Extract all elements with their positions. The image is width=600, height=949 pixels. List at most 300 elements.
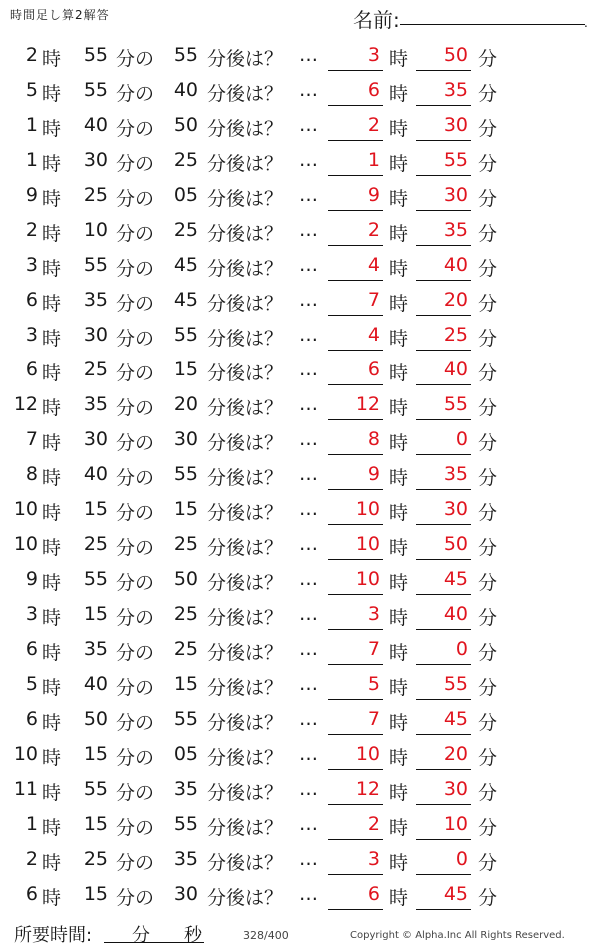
answer-hour: 12 <box>355 777 380 800</box>
start-hour: 3 <box>25 603 38 625</box>
min-of-label: 分の <box>116 48 155 70</box>
answer-hour-line[interactable] <box>328 280 383 281</box>
answer-hour-label: 時 <box>389 607 409 629</box>
answer-minute-label: 分 <box>478 432 498 455</box>
problem-row <box>0 318 600 353</box>
min-of-label: 分の <box>116 851 155 874</box>
start-hour: 2 <box>25 44 38 66</box>
answer-minute-line[interactable] <box>416 839 471 840</box>
hour-label: 時 <box>42 397 62 420</box>
min-after-label: 分後は？ <box>207 816 284 839</box>
answer-hour: 1 <box>367 148 380 171</box>
answer-hour-line[interactable] <box>328 350 383 351</box>
answer-hour: 5 <box>367 672 380 695</box>
start-hour: 10 <box>13 533 38 556</box>
start-hour: 9 <box>25 183 38 206</box>
answer-minute-label: 分 <box>478 816 498 839</box>
added-minutes: 40 <box>173 78 198 101</box>
added-minutes: 45 <box>173 253 198 276</box>
seconds-label: 秒 <box>184 925 202 946</box>
min-of-label: 分の <box>116 327 155 350</box>
answer-hour-label: 時 <box>389 48 409 70</box>
answer-hour-label: 時 <box>389 502 409 525</box>
added-minutes: 50 <box>173 113 198 136</box>
start-minute: 30 <box>83 148 108 171</box>
answer-hour-line[interactable] <box>328 315 383 316</box>
answer-hour-line[interactable] <box>328 245 383 246</box>
start-minute: 25 <box>83 358 108 381</box>
hour-label: 時 <box>42 746 62 769</box>
answer-hour-label: 時 <box>389 432 409 455</box>
answer-hour: 4 <box>367 323 380 346</box>
min-after-label: 分後は？ <box>207 117 284 140</box>
answer-hour-label: 時 <box>389 572 409 595</box>
problem-row <box>0 213 600 248</box>
answer-hour-label: 時 <box>389 851 409 874</box>
answer-hour-label: 時 <box>389 467 409 490</box>
added-minutes: 15 <box>173 358 198 381</box>
answer-minute-line[interactable] <box>416 874 471 875</box>
answer-minute: 30 <box>443 777 468 800</box>
ellipsis: … <box>299 603 318 625</box>
start-hour: 9 <box>25 568 38 591</box>
answer-minute-line[interactable] <box>416 245 471 246</box>
added-minutes: 30 <box>173 882 198 905</box>
hour-label: 時 <box>42 607 62 629</box>
answer-minute: 0 <box>455 428 468 451</box>
answer-hour: 9 <box>367 463 380 486</box>
answer-hour-line[interactable] <box>328 804 383 805</box>
added-minutes: 35 <box>173 777 198 800</box>
answer-minute-line[interactable] <box>416 524 471 525</box>
answer-minute-label: 分 <box>478 467 498 490</box>
answer-minute-line[interactable] <box>416 175 471 176</box>
answer-hour-line[interactable] <box>328 454 383 455</box>
ellipsis: … <box>299 148 318 171</box>
answer-minute-line[interactable] <box>416 489 471 490</box>
start-minute: 55 <box>83 253 108 276</box>
start-minute: 40 <box>83 463 108 486</box>
min-after-label: 分後は？ <box>207 572 284 595</box>
start-hour: 12 <box>13 393 38 416</box>
min-after-label: 分後は？ <box>207 746 284 769</box>
problem-row <box>0 283 600 318</box>
start-hour: 10 <box>13 742 38 765</box>
start-minute: 10 <box>83 218 108 241</box>
ellipsis: … <box>299 882 318 905</box>
min-after-label: 分後は？ <box>207 187 284 210</box>
answer-minute-label: 分 <box>478 117 498 140</box>
answer-hour: 10 <box>355 498 380 521</box>
answer-hour: 3 <box>367 603 380 625</box>
min-after-label: 分後は？ <box>207 82 284 105</box>
ellipsis: … <box>299 847 318 870</box>
answer-minute-label: 分 <box>478 187 498 210</box>
min-after-label: 分後は？ <box>207 641 284 664</box>
answer-minute-label: 分 <box>478 781 498 804</box>
answer-hour: 12 <box>355 393 380 416</box>
answer-minute-label: 分 <box>478 152 498 175</box>
ellipsis: … <box>299 812 318 835</box>
time-required-label: 所要時間: <box>14 925 93 946</box>
answer-minute: 30 <box>443 113 468 136</box>
answer-minute: 20 <box>443 742 468 765</box>
start-minute: 15 <box>83 742 108 765</box>
answer-minute-line[interactable] <box>416 594 471 595</box>
answer-hour-label: 時 <box>389 676 409 699</box>
answer-hour-label: 時 <box>389 886 409 909</box>
ellipsis: … <box>299 358 318 381</box>
ellipsis: … <box>299 777 318 800</box>
start-hour: 3 <box>25 253 38 276</box>
answer-minute: 55 <box>443 148 468 171</box>
answer-hour-label: 時 <box>389 641 409 664</box>
answer-minute: 0 <box>455 847 468 870</box>
answer-minute-label: 分 <box>478 851 498 874</box>
problem-row <box>0 632 600 667</box>
hour-label: 時 <box>42 257 62 280</box>
answer-hour-line[interactable] <box>328 594 383 595</box>
answer-minute-line[interactable] <box>416 699 471 700</box>
answer-hour-label: 時 <box>389 362 409 385</box>
ellipsis: … <box>299 463 318 486</box>
start-hour: 1 <box>25 812 38 835</box>
min-of-label: 分の <box>116 676 155 699</box>
min-after-label: 分後は？ <box>207 676 284 699</box>
start-minute: 30 <box>83 323 108 346</box>
start-minute: 35 <box>83 637 108 660</box>
added-minutes: 25 <box>173 637 198 660</box>
min-after-label: 分後は？ <box>207 362 284 385</box>
answer-hour-label: 時 <box>389 746 409 769</box>
name-field-line[interactable] <box>400 24 585 25</box>
answer-hour-line[interactable] <box>328 909 383 910</box>
answer-minute-line[interactable] <box>416 210 471 211</box>
answer-minute: 30 <box>443 183 468 206</box>
added-minutes: 25 <box>173 218 198 241</box>
ellipsis: … <box>299 637 318 660</box>
answer-minute-line[interactable] <box>416 769 471 770</box>
hour-label: 時 <box>42 641 62 664</box>
min-after-label: 分後は？ <box>207 292 284 315</box>
added-minutes: 15 <box>173 498 198 521</box>
answer-hour-line[interactable] <box>328 629 383 630</box>
problem-row <box>0 422 600 457</box>
start-minute: 30 <box>83 428 108 451</box>
start-minute: 55 <box>83 78 108 101</box>
start-minute: 50 <box>83 707 108 730</box>
answer-minute-line[interactable] <box>416 280 471 281</box>
answer-minute-label: 分 <box>478 641 498 664</box>
answer-minute: 10 <box>443 812 468 835</box>
answer-hour-label: 時 <box>389 781 409 804</box>
answer-hour-label: 時 <box>389 397 409 420</box>
ellipsis: … <box>299 288 318 311</box>
hour-label: 時 <box>42 676 62 699</box>
answer-minute: 40 <box>443 358 468 381</box>
answer-minute-label: 分 <box>478 886 498 909</box>
start-hour: 6 <box>25 882 38 905</box>
start-minute: 15 <box>83 812 108 835</box>
hour-label: 時 <box>42 502 62 525</box>
problem-row <box>0 527 600 562</box>
min-after-label: 分後は？ <box>207 432 284 455</box>
added-minutes: 25 <box>173 603 198 625</box>
hour-label: 時 <box>42 886 62 909</box>
min-after-label: 分後は？ <box>207 48 284 70</box>
added-minutes: 55 <box>173 44 198 66</box>
problem-row <box>0 457 600 492</box>
answer-hour: 2 <box>367 113 380 136</box>
answer-hour-label: 時 <box>389 711 409 734</box>
hour-label: 時 <box>42 327 62 350</box>
added-minutes: 55 <box>173 463 198 486</box>
min-of-label: 分の <box>116 537 155 560</box>
answer-minute-line[interactable] <box>416 419 471 420</box>
answer-hour: 9 <box>367 183 380 206</box>
start-hour: 1 <box>25 113 38 136</box>
min-after-label: 分後は？ <box>207 222 284 245</box>
hour-label: 時 <box>42 711 62 734</box>
answer-hour-label: 時 <box>389 537 409 560</box>
answer-minute-line[interactable] <box>416 105 471 106</box>
problem-row <box>0 108 600 143</box>
min-of-label: 分の <box>116 746 155 769</box>
answer-minute-label: 分 <box>478 222 498 245</box>
answer-hour-line[interactable] <box>328 524 383 525</box>
answer-minute-line[interactable] <box>416 315 471 316</box>
hour-label: 時 <box>42 292 62 315</box>
answer-hour-line[interactable] <box>328 489 383 490</box>
hour-label: 時 <box>42 362 62 385</box>
min-after-label: 分後は？ <box>207 502 284 525</box>
ellipsis: … <box>299 44 318 66</box>
start-minute: 25 <box>83 533 108 556</box>
answer-minute-label: 分 <box>478 257 498 280</box>
answer-minute: 40 <box>443 253 468 276</box>
min-of-label: 分の <box>116 82 155 105</box>
start-hour: 1 <box>25 148 38 171</box>
start-hour: 8 <box>25 463 38 486</box>
answer-minute-label: 分 <box>478 82 498 105</box>
min-of-label: 分の <box>116 117 155 140</box>
answer-minute: 40 <box>443 603 468 625</box>
answer-minute-line[interactable] <box>416 629 471 630</box>
worksheet-title: 時間足し算2解答 <box>10 8 110 22</box>
answer-hour: 10 <box>355 742 380 765</box>
ellipsis: … <box>299 253 318 276</box>
answer-minute-line[interactable] <box>416 140 471 141</box>
answer-hour-label: 時 <box>389 152 409 175</box>
answer-hour: 3 <box>367 44 380 66</box>
problem-row <box>0 877 600 912</box>
answer-minute: 50 <box>443 44 468 66</box>
hour-label: 時 <box>42 432 62 455</box>
min-of-label: 分の <box>116 467 155 490</box>
answer-hour-line[interactable] <box>328 140 383 141</box>
hour-label: 時 <box>42 537 62 560</box>
min-after-label: 分後は？ <box>207 327 284 350</box>
answer-hour-line[interactable] <box>328 874 383 875</box>
answer-hour-line[interactable] <box>328 419 383 420</box>
added-minutes: 35 <box>173 847 198 870</box>
minutes-label: 分 <box>132 925 150 946</box>
min-after-label: 分後は？ <box>207 467 284 490</box>
added-minutes: 55 <box>173 323 198 346</box>
answer-hour-line[interactable] <box>328 105 383 106</box>
hour-label: 時 <box>42 187 62 210</box>
added-minutes: 25 <box>173 148 198 171</box>
ellipsis: … <box>299 742 318 765</box>
added-minutes: 50 <box>173 568 198 591</box>
start-hour: 6 <box>25 637 38 660</box>
answer-minute-label: 分 <box>478 746 498 769</box>
answer-hour-line[interactable] <box>328 734 383 735</box>
answer-minute: 30 <box>443 498 468 521</box>
answer-minute-line[interactable] <box>416 559 471 560</box>
answer-minute: 25 <box>443 323 468 346</box>
min-after-label: 分後は？ <box>207 397 284 420</box>
ellipsis: … <box>299 533 318 556</box>
problem-row <box>0 38 600 73</box>
answer-minute-label: 分 <box>478 327 498 350</box>
added-minutes: 05 <box>173 742 198 765</box>
start-hour: 5 <box>25 78 38 101</box>
answer-minute: 35 <box>443 218 468 241</box>
answer-minute-line[interactable] <box>416 909 471 910</box>
added-minutes: 05 <box>173 183 198 206</box>
start-minute: 55 <box>83 568 108 591</box>
hour-label: 時 <box>42 48 62 70</box>
answer-minute: 50 <box>443 533 468 556</box>
answer-hour: 6 <box>367 882 380 905</box>
answer-minute-line[interactable] <box>416 734 471 735</box>
answer-minute: 0 <box>455 637 468 660</box>
hour-label: 時 <box>42 467 62 490</box>
start-minute: 40 <box>83 113 108 136</box>
answer-hour-line[interactable] <box>328 769 383 770</box>
name-field-end-dot: . <box>584 16 588 30</box>
min-of-label: 分の <box>116 816 155 839</box>
min-after-label: 分後は？ <box>207 711 284 734</box>
answer-hour-line[interactable] <box>328 175 383 176</box>
added-minutes: 15 <box>173 672 198 695</box>
answer-minute-line[interactable] <box>416 454 471 455</box>
start-minute: 15 <box>83 882 108 905</box>
start-minute: 35 <box>83 288 108 311</box>
answer-hour: 2 <box>367 812 380 835</box>
hour-label: 時 <box>42 781 62 804</box>
min-of-label: 分の <box>116 711 155 734</box>
problem-row <box>0 597 600 632</box>
answer-minute-label: 分 <box>478 537 498 560</box>
answer-minute-line[interactable] <box>416 70 471 71</box>
answer-minute: 35 <box>443 463 468 486</box>
min-of-label: 分の <box>116 886 155 909</box>
answer-minute-line[interactable] <box>416 384 471 385</box>
answer-hour-label: 時 <box>389 82 409 105</box>
start-minute: 35 <box>83 393 108 416</box>
answer-minute-label: 分 <box>478 502 498 525</box>
ellipsis: … <box>299 113 318 136</box>
answer-minute: 55 <box>443 672 468 695</box>
problem-row <box>0 143 600 178</box>
answer-hour-line[interactable] <box>328 70 383 71</box>
hour-label: 時 <box>42 572 62 595</box>
ellipsis: … <box>299 183 318 206</box>
start-minute: 15 <box>83 603 108 625</box>
answer-minute-line[interactable] <box>416 350 471 351</box>
added-minutes: 55 <box>173 707 198 730</box>
answer-minute: 20 <box>443 288 468 311</box>
answer-hour-label: 時 <box>389 222 409 245</box>
answer-hour-line[interactable] <box>328 699 383 700</box>
start-hour: 10 <box>13 498 38 521</box>
answer-hour-line[interactable] <box>328 664 383 665</box>
added-minutes: 30 <box>173 428 198 451</box>
min-of-label: 分の <box>116 152 155 175</box>
problem-row <box>0 248 600 283</box>
ellipsis: … <box>299 672 318 695</box>
answer-minute-line[interactable] <box>416 804 471 805</box>
hour-label: 時 <box>42 82 62 105</box>
min-after-label: 分後は？ <box>207 537 284 560</box>
ellipsis: … <box>299 78 318 101</box>
answer-hour-label: 時 <box>389 292 409 315</box>
answer-hour: 4 <box>367 253 380 276</box>
start-minute: 15 <box>83 498 108 521</box>
start-hour: 7 <box>25 428 38 451</box>
start-minute: 40 <box>83 672 108 695</box>
ellipsis: … <box>299 323 318 346</box>
min-of-label: 分の <box>116 607 155 629</box>
page-number: 328/400 <box>243 929 289 942</box>
min-after-label: 分後は？ <box>207 781 284 804</box>
answer-minute: 55 <box>443 393 468 416</box>
answer-hour-line[interactable] <box>328 210 383 211</box>
answer-minute-label: 分 <box>478 397 498 420</box>
start-minute: 55 <box>83 44 108 66</box>
answer-minute-label: 分 <box>478 292 498 315</box>
answer-minute-label: 分 <box>478 48 498 70</box>
answer-hour-line[interactable] <box>328 384 383 385</box>
added-minutes: 25 <box>173 533 198 556</box>
min-after-label: 分後は？ <box>207 607 284 629</box>
answer-hour: 2 <box>367 218 380 241</box>
ellipsis: … <box>299 498 318 521</box>
added-minutes: 55 <box>173 812 198 835</box>
ellipsis: … <box>299 568 318 591</box>
answer-hour: 7 <box>367 637 380 660</box>
answer-hour-label: 時 <box>389 816 409 839</box>
problem-list <box>0 38 600 911</box>
answer-hour: 6 <box>367 358 380 381</box>
answer-hour-label: 時 <box>389 117 409 140</box>
start-hour: 11 <box>13 777 38 800</box>
min-after-label: 分後は？ <box>207 152 284 175</box>
min-of-label: 分の <box>116 397 155 420</box>
min-of-label: 分の <box>116 362 155 385</box>
answer-minute-line[interactable] <box>416 664 471 665</box>
start-hour: 2 <box>25 847 38 870</box>
answer-minute-label: 分 <box>478 362 498 385</box>
min-after-label: 分後は？ <box>207 886 284 909</box>
hour-label: 時 <box>42 816 62 839</box>
answer-hour-line[interactable] <box>328 839 383 840</box>
problem-row <box>0 352 600 387</box>
start-hour: 5 <box>25 672 38 695</box>
answer-hour-line[interactable] <box>328 559 383 560</box>
